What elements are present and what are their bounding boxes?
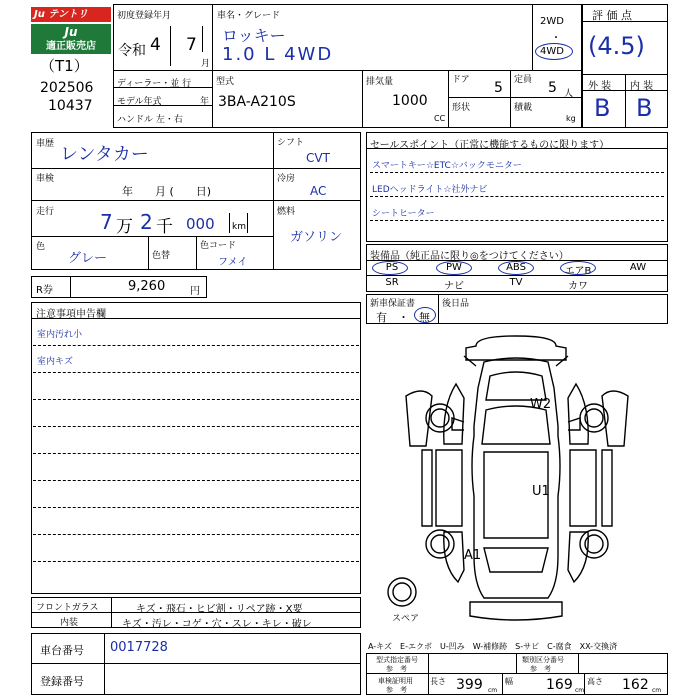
color-label: 色 <box>36 242 46 252</box>
width-value: 169 <box>546 677 573 693</box>
equip-airbag: エアB <box>564 266 592 277</box>
spare-label: スペア <box>392 614 420 624</box>
interior-cond-label: 内装 <box>60 618 79 628</box>
chassis-label: 車台番号 <box>40 644 84 657</box>
model-type-label: 型式 <box>216 77 235 87</box>
damage-mark-w2: W2 <box>530 397 552 412</box>
first-reg-label: 初度登録年月 <box>117 11 172 21</box>
equip-tv: TV <box>509 277 523 288</box>
warranty-no: 無 <box>419 311 430 324</box>
capacity-label: 定員 <box>514 75 533 85</box>
mileage-sen: 千 <box>156 217 173 237</box>
shift-label: シフト <box>277 138 305 148</box>
displacement-label: 排気量 <box>366 77 394 87</box>
length-unit: cm <box>488 687 498 694</box>
mileage-label: 走行 <box>36 207 55 217</box>
height-label: 高さ <box>587 677 603 686</box>
interior-grade: B <box>636 94 653 122</box>
name-grade-label: 車名・グレード <box>217 11 281 21</box>
windshield-items: キズ・飛石・ヒビ割・リペア跡・X要 <box>136 604 303 615</box>
doors: 5 <box>494 80 503 96</box>
door-label: ドア <box>452 75 470 85</box>
equip-aw: AW <box>629 262 647 273</box>
displacement: 1000 <box>392 93 428 109</box>
exterior-grade: B <box>594 94 611 122</box>
equip-pw: PW <box>446 262 462 273</box>
mileage-man-num: 7 <box>100 210 113 234</box>
color-change-label: 色替 <box>152 251 171 261</box>
header-frame <box>113 4 582 128</box>
damage-mark-a1: A1 <box>464 548 482 563</box>
sales-item: シートヒーター <box>372 209 435 219</box>
cooler: AC <box>310 184 327 198</box>
damage-legend: A-キズ E-エクボ U-凹み W-補修跡 S-サビ C-腐食 XX-交換済 <box>368 642 618 651</box>
sales-item: LEDヘッドライト☆社外ナビ <box>372 185 488 195</box>
notes-label: 注意事項申告欄 <box>36 309 106 320</box>
shaken-label: 車検 <box>36 174 55 184</box>
note-item: 室内キズ <box>37 357 73 367</box>
recycle-frame <box>31 276 207 298</box>
cert-label: 車検証明用 <box>378 677 413 685</box>
exterior-label: 外 装 <box>588 81 612 92</box>
interior-cond-items: キズ・汚レ・コゲ・穴・スレ・キレ・破レ <box>122 619 312 630</box>
dealer-label: ディーラー・並 行 <box>117 79 192 89</box>
history-value: レンタカー <box>60 144 149 165</box>
recycle-value: 9,260 <box>128 279 166 294</box>
equipment-label: 装備品（純正品に限り◎をつけてください） <box>370 251 569 262</box>
width-label: 幅 <box>505 677 513 686</box>
mileage-man: 万 <box>116 217 133 237</box>
model-year-unit: 年 <box>200 97 210 107</box>
drive-4wd-circle <box>535 43 573 60</box>
color-code: フメイ <box>218 257 248 268</box>
note-item: 室内汚れ小 <box>37 330 83 340</box>
after-item-label: 後日品 <box>442 299 470 309</box>
sales-label: セールスポイント（正常に機能するものに限ります） <box>370 140 610 151</box>
rating-label: 評 価 点 <box>592 9 632 22</box>
cooler-label: 冷房 <box>277 174 296 184</box>
reg-month: 7 <box>186 35 197 55</box>
code-t: （T1） <box>40 57 89 75</box>
month-unit: 月 <box>201 59 211 69</box>
type-cert-sub: 参 考 <box>386 665 407 673</box>
chassis-value: 0017728 <box>110 640 168 655</box>
load-unit: kg <box>566 114 576 123</box>
shaken-value: 年 月 ( 日) <box>122 185 212 198</box>
logo-brand: Ju テントリ <box>31 7 111 22</box>
era: 令和 <box>118 43 146 59</box>
vehicle-name: ロッキー <box>222 26 286 45</box>
drive-2wd: 2WD <box>540 16 564 27</box>
warranty-sep: ・ <box>398 311 409 324</box>
fuel: ガソリン <box>290 230 343 245</box>
logo-mark: Ju <box>31 24 111 40</box>
reg-year: 4 <box>150 35 161 55</box>
reg-number-label: 登録番号 <box>40 675 84 688</box>
width-unit: cm <box>575 687 585 694</box>
displacement-unit: CC <box>434 114 446 123</box>
windshield-label: フロントガラス <box>36 603 99 613</box>
recycle-label: R券 <box>36 285 53 296</box>
load-label: 積載 <box>514 103 533 113</box>
length-label: 長さ <box>430 677 446 686</box>
drive-4wd: 4WD <box>540 46 564 57</box>
equip-ps: PS <box>385 262 399 273</box>
model-type: 3BA-A210S <box>218 94 296 110</box>
equip-sr: SR <box>385 277 399 288</box>
length-value: 399 <box>456 677 483 693</box>
new-car-warranty-label: 新車保証書 <box>370 299 416 309</box>
mileage-unit: km <box>232 222 246 232</box>
class-label: 類別区分番号 <box>522 656 564 664</box>
code-num1: 202506 <box>40 80 94 96</box>
mileage-rest: 000 <box>186 215 215 233</box>
damage-mark-u1: U1 <box>532 484 550 499</box>
equip-abs: ABS <box>506 262 526 273</box>
handle-label: ハンドル 左・右 <box>117 115 183 125</box>
rating-score: (4.5) <box>588 32 645 60</box>
logo <box>31 7 111 55</box>
type-cert-label: 型式指定番号 <box>376 656 418 664</box>
drive-dot: ・ <box>551 33 561 44</box>
history-label: 車歴 <box>36 139 55 149</box>
car-diagram <box>366 326 668 636</box>
mileage-sen-num: 2 <box>140 210 153 234</box>
class-sub: 参 考 <box>530 665 551 673</box>
capacity-unit: 人 <box>564 89 574 99</box>
warranty-no-circle <box>414 307 436 323</box>
cert-sub: 参 考 <box>386 686 407 694</box>
warranty-yes: 有 <box>376 311 387 324</box>
equip-leather: カワ <box>568 281 588 292</box>
interior-label: 内 装 <box>630 81 654 92</box>
shift: CVT <box>306 151 330 165</box>
recycle-unit: 円 <box>190 286 200 297</box>
fuel-label: 燃料 <box>277 207 296 217</box>
logo-sub: 適正販売店 <box>31 40 111 54</box>
vehicle-grade: 1.0 L 4WD <box>222 44 334 65</box>
height-value: 162 <box>622 677 649 693</box>
code-num2: 10437 <box>48 98 93 114</box>
height-unit: cm <box>652 687 662 694</box>
color-code-label: 色コード <box>200 241 237 251</box>
color-value: グレー <box>68 251 108 266</box>
sales-item: スマートキー☆ETC☆バックモニター <box>372 161 522 171</box>
shape-label: 形状 <box>452 103 471 113</box>
model-year-label: モデル年式 <box>117 97 162 107</box>
capacity: 5 <box>548 80 557 96</box>
equip-navi: ナビ <box>444 281 464 292</box>
